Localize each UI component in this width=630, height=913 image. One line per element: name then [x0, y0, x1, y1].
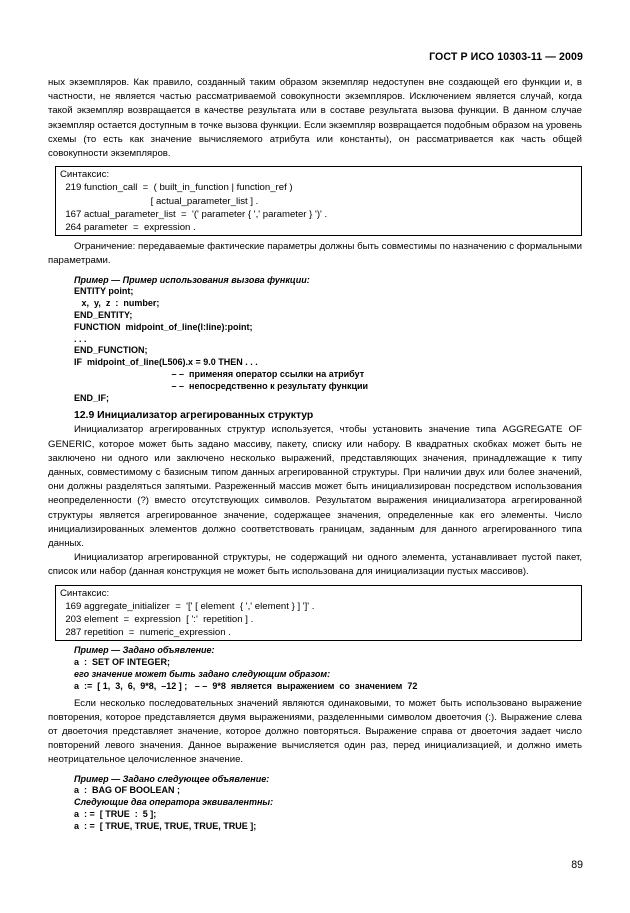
code-comment: – – применяя оператор ссылки на атрибут	[74, 369, 365, 380]
syntax-rule: 287 repetition = numeric_expression .	[60, 627, 231, 639]
code-line: a : = [ TRUE : 5 ];	[74, 809, 157, 820]
code-line: IF midpoint_of_line(L506).x = 9.0 THEN . . .	[74, 357, 258, 368]
syntax-rule: 203 element = expression [ ':' repetition ] .	[60, 614, 254, 626]
section-paragraph: Если несколько последовательных значений являются одинаковыми, то может быть использовано выражение повторения, которое представляется двумя выражениями, разделенными символом двоеточия (:). Выражение слева от двоеточия представляет значение, которое должно повторяться. Выражение справа от двоеточия задает число повторений левого значения. Данное выражение вычисляется один раз, перед инициализацией, и должно иметь неотрицательное целочисленное значение.	[48, 697, 582, 766]
restriction-paragraph: Ограничение: передаваемые фактические параметры должны быть совместимы по назначению с формальными параметрами.	[48, 241, 582, 267]
syntax-box-aggregate-initializer	[55, 585, 582, 642]
code-line: a : SET OF INTEGER;	[74, 657, 171, 668]
code-line: a := [ 1, 3, 6, 9*8, –12 ] ; – – 9*8 является выражением со значением 72	[74, 680, 418, 691]
code-comment: – – непосредственно к результату функции	[74, 380, 369, 391]
code-line: a : = [ TRUE, TRUE, TRUE, TRUE, TRUE ];	[74, 820, 257, 831]
code-line: END_IF;	[74, 392, 110, 403]
syntax-rule: 219 function_call = ( built_in_function | function_ref )	[60, 182, 293, 194]
example-title: Пример — Задано объявление:	[74, 645, 215, 656]
syntax-title: Синтаксис:	[60, 169, 110, 181]
page-content	[48, 76, 582, 833]
code-line: FUNCTION midpoint_of_line(l:line):point;	[74, 321, 253, 332]
example-title: Пример — Задано следующее объявление:	[74, 773, 270, 784]
code-line: ENTITY point;	[74, 286, 134, 297]
paragraph-continuation: ных экземпляров. Как правило, созданный таким образом экземпляр недоступен вне создающей его функции и, в частности, не является частью рассматриваемой совокупности экземпляров. Исключением является случай, когда такой экземпляр возвращается в качестве результата или в составе результата вызова функции. В данном случае экземпляр остается доступным в точке вызова функции. Если экземпляр возвращается подобным образом на уровень схемы (то есть как значение вычисляемого атрибута или константы), он рассматривается как часть общей совокупности экземпляров.	[48, 77, 582, 160]
example-title: Пример — Пример использования вызова функции:	[74, 274, 310, 285]
code-line: a : BAG OF BOOLEAN ;	[74, 785, 181, 796]
page-number: 89	[571, 859, 583, 871]
syntax-box-function-call	[55, 166, 582, 236]
syntax-rule: [ actual_parameter_list ] .	[60, 195, 259, 207]
section-heading: 12.9 Инициализатор агрегированных структур	[74, 410, 314, 422]
section-paragraph: Инициализатор агрегированных структур используется, чтобы установить значение типа AGGREGATE OF GENERIC, которое может быть задано массиву, пакету, списку или набору. В квадратных скобках может быть не заключено ни одного или заключено несколько выражений, представляющих значения, принадлежащие к типу данных, совместимому с базисным типом данных агрегированной структуры. При наличии двух или более значений, они должны разделяться запятыми. Разреженный массив может быть инициализирован посредством использования неопределенности (?) вместо отсутствующих символов. Результатом выражения инициализатора агрегированной структуры является агрегированное значение, содержащее значения, определенные как его элементы. Число инициализированных элементов должно соответствовать границам, заданным для данного агрегированного типа данных.	[48, 424, 582, 550]
example-subtitle: Следующие два оператора эквивалентны:	[74, 797, 274, 808]
example-subtitle: его значение может быть задано следующим образом:	[74, 669, 331, 680]
page-header: ГОСТ Р ИСО 10303-11 — 2009	[429, 51, 583, 63]
code-line: . . .	[74, 333, 87, 344]
syntax-rule: 169 aggregate_initializer = '[' [ element { ',' element } ] ']' .	[60, 600, 315, 612]
code-line: x, y, z : number;	[74, 298, 160, 309]
code-line: END_ENTITY;	[74, 310, 133, 321]
code-line: END_FUNCTION;	[74, 345, 148, 356]
syntax-rule: 264 parameter = expression .	[60, 222, 196, 234]
syntax-rule: 167 actual_parameter_list = '(' parameter { ',' parameter } ')' .	[60, 208, 328, 220]
syntax-title: Синтаксис:	[60, 587, 110, 599]
section-paragraph: Инициализатор агрегированной структуры, не содержащий ни одного элемента, устанавливает пустой пакет, список или набор (данная конструкция не может быть использована для инициализации пустых массивов).	[48, 552, 582, 578]
